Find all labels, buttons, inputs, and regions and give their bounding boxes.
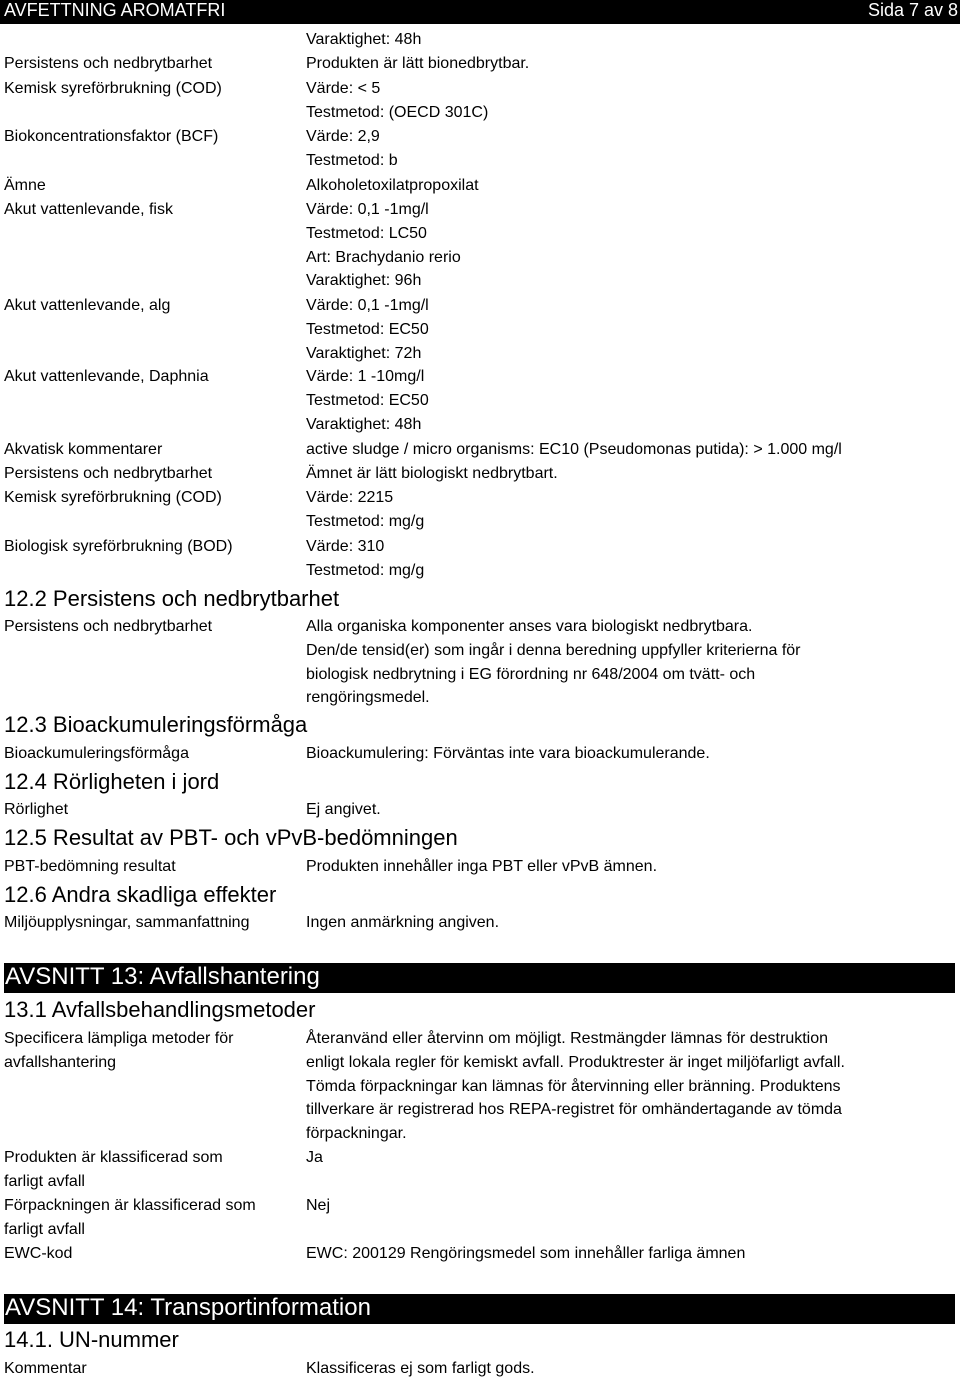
value-line: Återanvänd eller återvinn om möjligt. Restmängder lämnas för destruktion bbox=[306, 1030, 829, 1047]
section-title: AVSNITT 14: Transportinformation bbox=[5, 1294, 371, 1321]
field-label: Ämne bbox=[4, 177, 46, 194]
value-line: Alla organiska komponenter anses vara biologiskt nedbrytbara. bbox=[306, 618, 753, 635]
field-value: Ej angivet. bbox=[306, 801, 381, 818]
field-label: Kemisk syreförbrukning (COD) bbox=[4, 80, 222, 97]
value-line: Värde: 0,1 -1mg/l bbox=[306, 201, 429, 218]
subsection-heading: 13.1 Avfallsbehandlingsmetoder bbox=[4, 997, 316, 1022]
value-cell bbox=[306, 28, 421, 52]
field-value: Ingen anmärkning angiven. bbox=[306, 914, 500, 931]
value-line: Testmetod: EC50 bbox=[306, 391, 429, 409]
value-line: Alkoholetoxilatpropoxilat bbox=[306, 177, 479, 194]
value-line: Varaktighet: 72h bbox=[306, 344, 422, 362]
value-cell bbox=[306, 486, 424, 534]
field-value: Bioackumulering: Förväntas inte vara bioackumulerande. bbox=[306, 745, 710, 762]
value-line: Art: Brachydanio rerio bbox=[306, 248, 461, 266]
subsection-heading: 12.3 Bioackumuleringsförmåga bbox=[4, 712, 308, 737]
section-heading bbox=[4, 963, 955, 991]
field-label: Kemisk syreförbrukning (COD) bbox=[4, 489, 222, 506]
field-label: Biologisk syreförbrukning (BOD) bbox=[4, 538, 233, 555]
value-cell bbox=[306, 535, 424, 583]
value-line: active sludge / micro organisms: EC10 (Pseudomonas putida): > 1.000 mg/l bbox=[306, 441, 842, 458]
value-cell bbox=[306, 125, 398, 173]
value-line: biologisk nedbrytning i EG förordning nr 648/2004 om tvätt- och bbox=[306, 665, 756, 683]
field-label: Akvatisk kommentarer bbox=[4, 441, 163, 458]
value-cell bbox=[306, 1027, 845, 1146]
header-divider bbox=[0, 22, 960, 24]
label-line: Specificera lämpliga metoder för bbox=[4, 1030, 234, 1047]
value-cell bbox=[306, 438, 842, 462]
value-line: Värde: 2215 bbox=[306, 489, 394, 506]
label-line: Produkten är klassificerad som bbox=[4, 1149, 223, 1166]
value-line: Värde: 2,9 bbox=[306, 128, 380, 145]
value-line: Värde: 310 bbox=[306, 538, 385, 555]
field-value: Produkten innehåller inga PBT eller vPvB ämnen. bbox=[306, 858, 658, 875]
value-line: Värde: < 5 bbox=[306, 80, 381, 97]
field-label: EWC-kod bbox=[4, 1245, 73, 1262]
value-line: Testmetod: LC50 bbox=[306, 224, 427, 242]
value-line: Testmetod: EC50 bbox=[306, 320, 429, 338]
value-line: Varaktighet: 48h bbox=[306, 31, 422, 48]
field-value: Nej bbox=[306, 1197, 331, 1214]
field-label: Akut vattenlevande, Daphnia bbox=[4, 368, 209, 385]
value-line: Den/de tensid(er) som ingår i denna beredning uppfyller kriterierna för bbox=[306, 641, 801, 659]
page-header bbox=[0, 0, 960, 22]
label-line: farligt avfall bbox=[4, 1172, 85, 1190]
field-label: Biokoncentrationsfaktor (BCF) bbox=[4, 128, 219, 145]
field-label: Persistens och nedbrytbarhet bbox=[4, 618, 213, 635]
label-line: Förpackningen är klassificerad som bbox=[4, 1197, 256, 1214]
subsection-heading: 12.2 Persistens och nedbrytbarhet bbox=[4, 586, 340, 611]
document-title: AVFETTNING AROMATFRI bbox=[4, 0, 226, 20]
field-label: Akut vattenlevande, alg bbox=[4, 297, 171, 314]
field-label: PBT-bedömning resultat bbox=[4, 858, 176, 875]
field-label: Akut vattenlevande, fisk bbox=[4, 201, 173, 218]
field-label: Kommentar bbox=[4, 1360, 87, 1377]
value-line: Varaktighet: 96h bbox=[306, 272, 422, 290]
value-line: förpackningar. bbox=[306, 1125, 407, 1143]
section-divider bbox=[4, 1322, 955, 1324]
value-line: tillverkare är registrerad hos REPA-registret för omhändertagande av tömda bbox=[306, 1101, 842, 1119]
field-value: Klassificeras ej som farligt gods. bbox=[306, 1360, 535, 1377]
section-divider bbox=[4, 991, 955, 993]
value-cell bbox=[306, 462, 558, 486]
subsection-heading: 14.1. UN-nummer bbox=[4, 1327, 179, 1352]
value-line: Testmetod: mg/g bbox=[306, 561, 425, 579]
value-line: Värde: 0,1 -1mg/l bbox=[306, 297, 429, 314]
value-line: Produkten är lätt bionedbrytbar. bbox=[306, 55, 530, 72]
value-cell bbox=[306, 77, 488, 125]
label-line: farligt avfall bbox=[4, 1220, 85, 1238]
field-label: Bioackumuleringsförmåga bbox=[4, 745, 189, 762]
value-line: Testmetod: b bbox=[306, 151, 398, 169]
value-line: enligt lokala regler för kemiskt avfall. Produktrester är inget miljöfarligt avfall. bbox=[306, 1053, 845, 1071]
value-line: Testmetod: mg/g bbox=[306, 512, 425, 530]
field-label: Miljöupplysningar, sammanfattning bbox=[4, 914, 250, 931]
value-line: rengöringsmedel. bbox=[306, 689, 430, 707]
value-cell bbox=[306, 294, 429, 365]
page-number: Sida 7 av 8 bbox=[867, 0, 958, 20]
value-cell bbox=[306, 615, 800, 710]
field-label: Persistens och nedbrytbarhet bbox=[4, 465, 213, 482]
field-label bbox=[4, 1146, 223, 1194]
value-cell bbox=[306, 174, 479, 198]
value-line: Värde: 1 -10mg/l bbox=[306, 368, 425, 385]
field-label bbox=[4, 1027, 233, 1075]
value-line: Testmetod: (OECD 301C) bbox=[306, 103, 489, 121]
value-line: Ämnet är lätt biologiskt nedbrytbart. bbox=[306, 465, 558, 482]
field-label: Rörlighet bbox=[4, 801, 69, 818]
subsection-heading: 12.6 Andra skadliga effekter bbox=[4, 882, 277, 907]
value-line: Varaktighet: 48h bbox=[306, 415, 422, 433]
value-cell bbox=[306, 52, 529, 76]
value-line: Tömda förpackningar kan lämnas för återvinning eller bränning. Produktens bbox=[306, 1077, 841, 1095]
subsection-heading: 12.5 Resultat av PBT- och vPvB-bedömningen bbox=[4, 825, 458, 850]
section-title: AVSNITT 13: Avfallshantering bbox=[5, 963, 320, 990]
section-heading bbox=[4, 1294, 955, 1322]
label-line: avfallshantering bbox=[4, 1053, 117, 1071]
subsection-heading: 12.4 Rörligheten i jord bbox=[4, 769, 220, 794]
value-cell bbox=[306, 365, 429, 436]
field-value: Ja bbox=[306, 1149, 323, 1166]
field-value: EWC: 200129 Rengöringsmedel som innehåller farliga ämnen bbox=[306, 1245, 746, 1262]
field-label: Persistens och nedbrytbarhet bbox=[4, 55, 213, 72]
field-label bbox=[4, 1194, 256, 1242]
value-cell bbox=[306, 198, 461, 293]
